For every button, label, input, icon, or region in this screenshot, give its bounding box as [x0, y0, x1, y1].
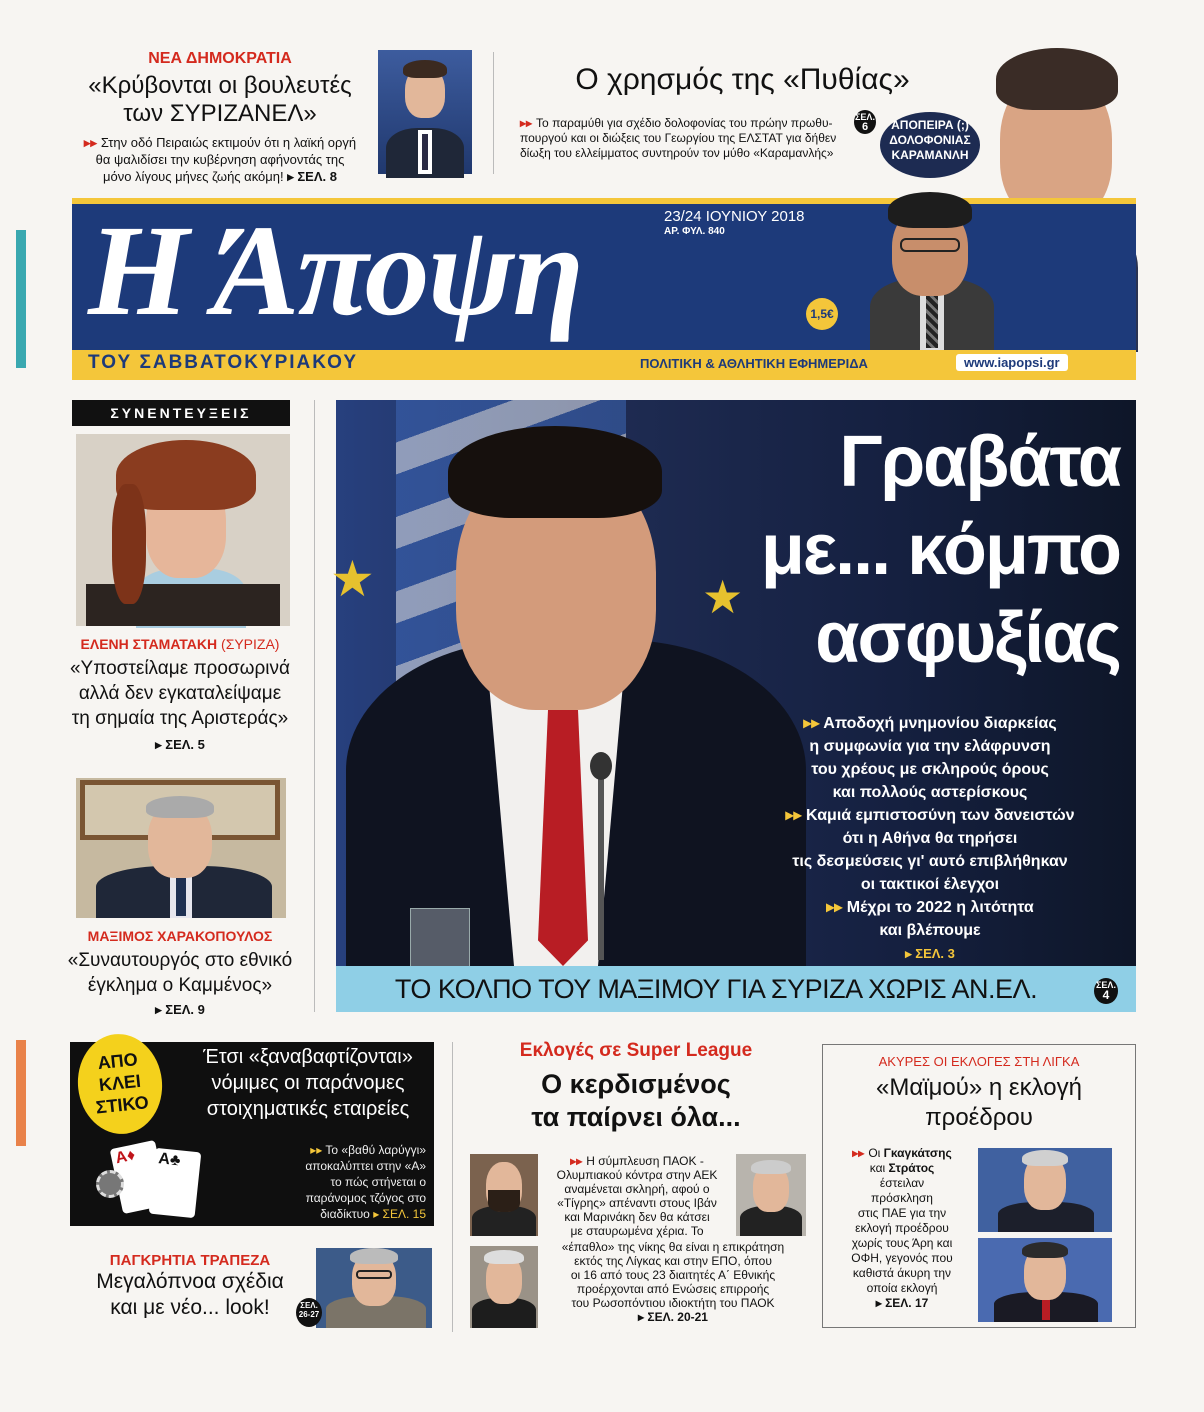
superleague-headline [466, 1068, 806, 1134]
stamataki-photo [76, 434, 290, 626]
superleague-headline-line: Ο κερδισμένος [541, 1069, 731, 1099]
exclusive-body-line: αποκαλύπτει στην «Α» [305, 1159, 426, 1173]
politician-photo [866, 186, 996, 350]
superleague-body-line: εκτός της Λίγκας και στην ΕΠΟ, όπου [574, 1254, 772, 1268]
interview-quote [60, 948, 300, 998]
page-ref: ▸ ΣΕΛ. 8 [287, 169, 337, 184]
interview-quote [60, 656, 300, 731]
bank-headline [70, 1269, 310, 1321]
bank-executive-photo [316, 1248, 432, 1328]
lead-banner-text: ΤΟ ΚΟΛΠΟ ΤΟΥ ΜΑΞΙΜΟΥ ΓΙΑ ΣΥΡΙΖΑ ΧΩΡΙΣ ΑΝ.ΕΛ. [394, 974, 1038, 1004]
bubble-line: ΔΟΛΟΦΟΝΙΑΣ [889, 133, 971, 147]
badge-line: ΑΠΟ [96, 1049, 139, 1074]
lead-headline [720, 418, 1120, 682]
page-ref-badge [1094, 978, 1118, 1004]
league-body-line: ΟΦΗ, γεγονός που [851, 1251, 953, 1265]
arrow-icon: ▸▸ [852, 1146, 865, 1160]
league-body-line: πρόσκληση [871, 1191, 933, 1205]
arrow-icon: ▸▸ [83, 135, 97, 150]
tie-shape [422, 134, 428, 170]
website-link[interactable]: www.iapopsi.gr [956, 354, 1068, 371]
gagatsis-photo [978, 1148, 1112, 1232]
league-name: Γκαγκάτσης [883, 1146, 952, 1160]
superleague-kicker: Εκλογές σε Super League [519, 1040, 753, 1061]
interviewee-party: (ΣΥΡΙΖΑ) [221, 636, 280, 652]
page-ref-label: ΣΕΛ. [855, 112, 875, 122]
melissanidis-photo [736, 1154, 806, 1236]
masthead-title: Η Άποψη [88, 199, 582, 343]
microphone-shape [598, 760, 604, 960]
issue-date: 23/24 ΙΟΥΝΙΟΥ 2018 [664, 208, 805, 225]
tie-shape [176, 876, 186, 916]
attempt-bubble [880, 112, 980, 178]
hair-shape [484, 1250, 524, 1264]
lead-bullet-line: και πολλούς αστερίσκους [832, 784, 1028, 801]
bank-kicker: ΠΑΓΚΡΗΤΙΑ ΤΡΑΠΕΖΑ [109, 1252, 271, 1269]
superleague-body-top [540, 1154, 734, 1238]
marinakis-photo [470, 1246, 538, 1328]
hair-shape [448, 426, 662, 518]
page-ref-label: ΣΕΛ. [300, 1301, 318, 1310]
arrow-icon: ▸▸ [826, 899, 847, 916]
page-ref: ▸ ΣΕΛ. 20-21 [540, 1310, 806, 1324]
exclusive-headline-line: στοιχηματικές εταιρείες [206, 1098, 410, 1120]
bank-headline-line: Μεγαλόπνοα σχέδια [96, 1270, 284, 1293]
superleague-body-line: «έπαθλο» της νίκης θα είναι η επικράτηση [561, 1240, 785, 1254]
interviewee-name: ΕΛΕΝΗ ΣΤΑΜΑΤΑΚΗ [80, 636, 218, 652]
quote-line: «Υποστείλαμε προσωρινά [69, 658, 291, 679]
league-headline-line: προέδρου [925, 1104, 1033, 1131]
league-headline-line: «Μαϊμού» η εκλογή [876, 1074, 1082, 1101]
lead-bullet-line: Καμιά εμπιστοσύνη των δανειστών [806, 807, 1075, 824]
top-left-kicker: ΝΕΑ ΔΗΜΟΚΡΑΤΙΑ [148, 50, 292, 67]
hair-shape [1022, 1150, 1068, 1166]
superleague-body-line: Η σύμπλευση ΠΑΟΚ - [586, 1154, 704, 1168]
bubble-line: ΑΠΟΠΕΙΡΑ (;) [891, 118, 969, 132]
page-ref: ▸ ΣΕΛ. 17 [832, 1296, 972, 1311]
league-story [824, 1054, 1134, 1133]
playing-cards [96, 1140, 246, 1224]
hair-shape [1022, 1242, 1068, 1258]
exclusive-headline-line: Έτσι «ξαναβαφτίζονται» [203, 1046, 413, 1068]
superleague-body-line: προέρχονται από Ενώσεις επιρροής [576, 1282, 770, 1296]
arrow-icon: ▸▸ [570, 1154, 583, 1168]
superleague-body-line: και Μαρινάκη δεν θα κάτσει [564, 1210, 710, 1224]
lead-bullet-line: του χρέους με σκληρούς όρους [811, 761, 1049, 778]
lead-bullet-line: και βλέπουμε [879, 922, 981, 939]
quote-line: έγκλημα ο Καμμένος» [87, 975, 273, 996]
arrow-icon: ▸▸ [310, 1143, 326, 1157]
exclusive-body-line: παράνομος τζόγος στο [305, 1191, 426, 1205]
stratos-photo [978, 1238, 1112, 1322]
league-body-line: οποία εκλογή [866, 1281, 938, 1295]
star-icon: ★ [330, 551, 375, 607]
top-left-story [70, 50, 370, 185]
interview-two [60, 928, 300, 1018]
lead-headline-line: με... κόμπο [760, 510, 1120, 590]
league-headline [824, 1073, 1134, 1133]
arrow-icon: ▸▸ [785, 807, 806, 824]
top-left-body [70, 134, 370, 185]
quote-line: τη σημαία της Αριστεράς» [71, 708, 289, 729]
glasses-shape [356, 1270, 392, 1279]
interview-one [60, 636, 300, 753]
superleague-body-line: με σταυρωμένα χέρια. Το [570, 1224, 704, 1238]
page-ref-number: 4 [1102, 988, 1110, 1002]
page-ref-badge [854, 110, 876, 134]
top-left-headline-line: των ΣΥΡΙΖΑΝΕΛ» [123, 100, 317, 127]
hair-shape [403, 60, 447, 78]
issue-number: ΑΡ. ΦΥΛ. 840 [664, 226, 725, 237]
card-shape: A♦ [110, 1140, 169, 1214]
price-badge: 1,5€ [806, 298, 838, 330]
masthead-subtitle: ΤΟΥ ΣΑΒΒΑΤΟΚΥΡΙΑΚΟΥ [88, 352, 359, 373]
arrow-icon: ▸▸ [803, 715, 824, 732]
tie-shape [926, 290, 938, 348]
superleague-headline-line: τα παίρνει όλα... [531, 1102, 741, 1132]
bank-headline-line: και με νέο... look! [110, 1296, 270, 1319]
superleague-body-line: αναμένεται σκληρή, αφού ο [564, 1182, 710, 1196]
mitsotakis-photo [378, 50, 472, 174]
exclusive-body-line: Το «βαθύ λαρύγγι» [325, 1143, 426, 1157]
quote-line: «Συναυτουργός στο εθνικό [67, 950, 293, 971]
superleague-body-line: του Ρωσοπόντιου ιδιοκτήτη του ΠΑΟΚ [571, 1296, 775, 1310]
page-ref-text: ΣΕΛ. 15 [382, 1207, 426, 1221]
lead-bullet-line: τις δεσμεύσεις γι' αυτό επιβλήθηκαν [792, 853, 1068, 870]
chip-shape [96, 1170, 124, 1198]
exclusive-body-line: διαδίκτυο [320, 1207, 370, 1221]
lead-bullet-line: ότι η Αθήνα θα τηρήσει [842, 830, 1018, 847]
glasses-shape [900, 238, 960, 252]
lead-headline-line: ασφυξίας [815, 598, 1120, 678]
superleague-body-line: οι 16 από τους 23 διαιτητές Α΄ Εθνικής [570, 1268, 776, 1282]
bottom-divider-1 [452, 1042, 453, 1332]
hair-shape [350, 1248, 398, 1264]
superleague-body-line: «Τίγρης» απέναντι στους Ιβάν [557, 1196, 717, 1210]
top-right-headline: Ο χρησμός της «Πυθίας» [575, 63, 910, 96]
league-body-line: Οι [868, 1146, 881, 1160]
page-ref: ▸ ΣΕΛ. 9 [60, 1002, 300, 1018]
column-divider [314, 400, 315, 1012]
bubble-line: ΚΑΡΑΜΑΝΛΗ [891, 148, 969, 162]
page-ref-badge [296, 1298, 322, 1327]
microphone-head [590, 752, 612, 780]
page-ref-number: 26-27 [298, 1310, 320, 1319]
exclusive-headline [186, 1044, 430, 1122]
top-left-headline-line: «Κρύβονται οι βουλευτές [88, 72, 352, 99]
exclusive-headline-line: νόμιμες οι παράνομες [211, 1072, 405, 1094]
interviewee-name-row [60, 636, 300, 652]
top-divider [493, 52, 494, 174]
league-body-line: και [869, 1161, 886, 1175]
charakopoulos-photo [76, 778, 286, 918]
top-right-body [520, 116, 860, 161]
superleague-story [466, 1040, 806, 1134]
top-right-body-line: Το παραμύθι για σχέδιο δολοφονίας του πρώην πρωθυ- [536, 116, 833, 130]
lead-headline-line: Γραβάτα [839, 422, 1120, 502]
page-ref-text: ΣΕΛ. 3 [915, 946, 955, 961]
badge-line: ΚΛΕΙ [97, 1070, 142, 1096]
arrow-icon: ▸▸ [520, 116, 533, 130]
hair-shape [888, 192, 972, 228]
league-body-line: χωρίς τους Άρη και [851, 1236, 953, 1250]
hair-shape [146, 796, 214, 818]
water-glass [410, 908, 470, 968]
exclusive-body [256, 1142, 426, 1222]
league-body-line: έστειλαν [879, 1176, 925, 1190]
league-body-line: καθιστά άκυρη την [852, 1266, 952, 1280]
exclusive-body-line: το πώς στήνεται ο [330, 1175, 426, 1189]
card-shape: A♣ [149, 1148, 202, 1218]
interviewee-name: ΜΑΞΙΜΟΣ ΧΑΡΑΚΟΠΟΥΛΟΣ [87, 928, 273, 944]
league-name: Στράτος [888, 1161, 935, 1175]
star-icon: ★ [702, 571, 744, 623]
page-ref: ▸ ΣΕΛ. 15 [373, 1207, 426, 1221]
top-left-body-line: θα ψαλιδίσει την κυβέρνηση αφήνοντάς της [95, 152, 345, 167]
lead-bullet-line: Αποδοχή μνημονίου διαρκείας [823, 715, 1057, 732]
lead-bullet-line: η συμφωνία για την ελάφρυνση [809, 738, 1051, 755]
top-left-body-line: μόνο λίγους μήνες ζωής ακόμη! [103, 169, 284, 184]
league-body-line: εκλογή προέδρου [855, 1221, 949, 1235]
bank-story [70, 1252, 310, 1321]
league-kicker: ΑΚΥΡΕΣ ΟΙ ΕΚΛΟΓΕΣ ΣΤΗ ΛΙΓΚΑ [878, 1054, 1080, 1069]
beard-shape [488, 1190, 520, 1212]
quote-line: αλλά δεν εγκαταλείψαμε [78, 683, 282, 704]
masthead-tagline: ΠΟΛΙΤΙΚΗ & ΑΘΛΗΤΙΚΗ ΕΦΗΜΕΡΙΔΑ [640, 356, 868, 371]
top-right-body-line: πουργού και οι διώξεις του Γεωργίου της ΕΛΣΤΑΤ για δήθεν [520, 131, 837, 145]
top-left-headline [70, 72, 370, 128]
hair-shape [751, 1160, 791, 1174]
edge-mark-teal [16, 230, 26, 368]
lead-bullet-line: Μέχρι το 2022 η λιτότητα [846, 899, 1034, 916]
lead-bullet-line: οι τακτικοί έλεγχοι [860, 876, 1000, 893]
league-body [832, 1146, 972, 1311]
page-ref: ▸ ΣΕΛ. 5 [60, 737, 300, 753]
lead-bullets [760, 712, 1100, 965]
superleague-body-bottom [540, 1240, 806, 1324]
page-ref-label: ΣΕΛ. [1096, 980, 1116, 990]
edge-mark-orange [16, 1040, 26, 1146]
savvidis-photo [470, 1154, 538, 1236]
top-right-body-line: δίωξη του ελλείμματος συντηρούν τον μύθο «Καραμανλής» [520, 146, 834, 160]
page-ref: ▸ ΣΕΛ. 3 [905, 946, 955, 961]
hair-shape [996, 48, 1118, 110]
superleague-body-line: Ολυμπιακού κόντρα στην ΑΕΚ [556, 1168, 718, 1182]
hair-side-shape [112, 484, 146, 604]
league-body-line: στις ΠΑΕ για την [857, 1206, 947, 1220]
top-left-body-line: Στην οδό Πειραιώς εκτιμούν ότι η λαϊκή οργή [100, 135, 357, 150]
page-ref-number: 6 [861, 121, 869, 133]
badge-line: ΣΤΙΚΟ [94, 1092, 150, 1118]
interviews-header: ΣΥΝΕΝΤΕΥΞΕΙΣ [72, 400, 290, 426]
